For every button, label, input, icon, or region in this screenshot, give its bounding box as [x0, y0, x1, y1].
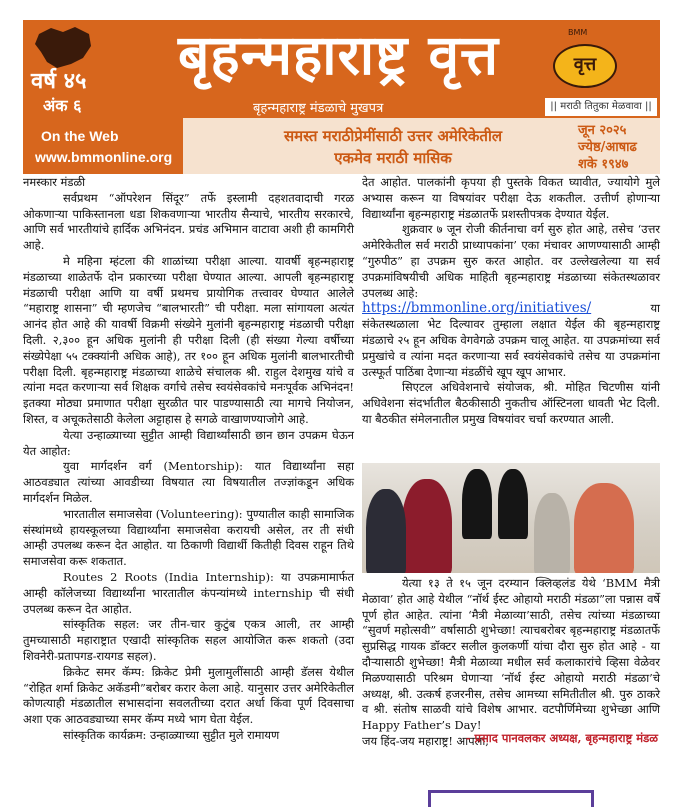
paragraph: सांस्कृतिक सहल: जर तीन-चार कुटुंब एकत्र आली, तर आम्ही तुमच्यासाठी महाराष्ट्रात एखादी सांस्कृतिक सहल आयोजित करू शकतो (उदा शिवनेरी-प्रतापगड-रायगड सहल). — [23, 617, 354, 663]
vrutta-logo — [553, 44, 617, 88]
masthead — [23, 20, 660, 118]
greeting: नमस्कार मंडळी — [23, 175, 86, 189]
headline-line-1: समस्त मराठीप्रेमींसाठी उत्तर अमेरिकेतील — [283, 127, 503, 145]
issue-label: अंक ६ — [43, 96, 82, 115]
photo-person — [534, 493, 570, 573]
issue-shaka-year: शके १९४७ — [578, 157, 629, 172]
tagline: || मराठी तितुका मेळवावा || — [545, 98, 657, 116]
paragraph: संकेतस्थळाला भेट दिल्यावर तुम्हाला लक्षात येईल की बृहन्महाराष्ट्र मंडळाचे २५ हून अधिक वेगवेगळे उपक्रम चालू आहेत. या उपक्रमांच्या सर्व प्रमुखांचे व त्यांना मदत करणाऱ्या सर्व स्वयंसेवकांचे तसेच या उपक्रमांना उत्स्फूर्त पाठिंबा देणाऱ्या मंडळींचे खूप खूप आभार. — [362, 317, 660, 379]
web-label: On the Web — [41, 128, 119, 144]
newspaper-title: बृहन्महाराष्ट्र वृत्त — [178, 23, 500, 87]
footer-box-edge — [428, 790, 594, 807]
photo-person — [402, 479, 452, 573]
paragraph: सांस्कृतिक कार्यक्रम: उन्हाळ्याच्या सुट्टीत मुले रामायण — [63, 727, 280, 742]
paragraph: येत्या १३ ते १५ जून दरम्यान क्लिव्हलंड येथे ‘BMM मैत्री मेळावा’ होत आहे येथील “नॉर्थ ईस्ट ओहायो मराठी मंडळा”ला पन्नास वर्षे पूर्ण होत आहेत. त्यांना ‘मैत्री मेळाव्या’साठी, तसेच त्यांच्या मंडळाच्या “सुवर्ण महोत्सवी” वर्षासाठी शुभेच्छा! त्याचबरोबर बृहन्महाराष्ट्र मंडळातर्फे सुप्रसिद्ध गायक डॉक्टर सलील कुलकर्णी यांचा दौरा सुरु होत आहे - या दौऱ्यासाठी शुभेच्छा! मैत्री मेळाव्या मधील सर्व कलाकारांचे व्हिसा वेळेवर मिळण्यासाठी परिश्रम घेणाऱ्या ‘नॉर्थ ईस्ट ओहायो मराठी मंडळा’चे अध्यक्ष, श्री. उत्कर्ष हजरनीस, तसेच आमच्या समितीतील श्री. पुरु ठाकरे व श्री. संतोष साळवी यांचे विशेष आभार. वटपौर्णिमेच्या शुभेच्छा आणि Happy Father’s Day! — [362, 576, 660, 733]
web-box — [23, 118, 183, 174]
subheader-bar — [23, 118, 660, 174]
issue-month: ज्येष्ठ/आषाढ — [578, 140, 637, 155]
photo-statue — [498, 469, 528, 539]
paragraph: सिएटल अधिवेशनाचे संयोजक, श्री. मोहित चिटणीस यांनी अधिवेशना संदर्भातील बैठकीसाठी नुकतीच ऑस्टिनला धावती भेट दिली. या बैठकीत संमेलनातील प्रमुख विषयांवर चर्चा करण्यात आली. — [362, 380, 660, 426]
maharashtra-map-icon — [33, 24, 95, 72]
right-article-column — [362, 175, 660, 428]
logo-superscript: BMM — [568, 28, 588, 37]
paragraph: देत आहोत. पालकांनी कृपया ही पुस्तके विकत घ्यावीत, ज्यायोगे मुले अभ्यास करून या विषयांवर परीक्षा देऊ शकतील. उत्तीर्ण होणाऱ्या विद्यार्थ्यांना बृहन्महाराष्ट्र मंडळातर्फे प्रशस्तीपत्रक देण्यात येईल. — [362, 175, 660, 221]
logo-text: वृत्त — [573, 54, 597, 75]
paragraph: मे महिना म्हंटला की शाळांच्या परीक्षा आल्या. यावर्षी बृहन्महाराष्ट्र मंडळाच्या शाळेतर्फे दोन प्रकारच्या परीक्षा घेण्यात आल्या. आपली बृहन्महाराष्ट्र मंडळाची परीक्षा आणि या वर्षी प्रथमच प्रायोगिक तत्त्वावर घेण्यात आलेले “महाराष्ट्र शासना” ची म्हणजेच “बालभारती” ची परीक्षा. मला सांगायला अत्यंत आनंद होत आहे की यावर्षी विक्रमी संख्येने मुलांनी बृहन्महाराष्ट्र मंडळाची परीक्षा दिली. २,३०० हून अधिक मुलांनी ही परीक्षा दिली (ही संख्या गेल्या वर्षीच्या संख्येपेक्षा ५५ टक्क्यांनी अधिक आहे), तर १०० हून अधिक मुलांनी बालभारतीची परीक्षा दिली. बृहन्महाराष्ट्र मंडळाच्या शाळेचे संचालक श्री. राहुल देशमुख यांचे व त्यांना मदत करणाऱ्या सर्व शिक्षक वर्गाचे तसेच स्वयंसेवकांचे मनःपूर्वक अभिनंदन! इतक्या मोठ्या प्रमाणात परीक्षा सुरळीत पार पाडण्यासाठी त्या मागचे नियोजन, शिस्त, व अचूकतेसाठी केलेला अट्टाहास हे सगळे वाखाणण्याजोगे आहे. — [23, 253, 354, 426]
group-photo — [362, 463, 660, 573]
signature: - प्रसाद पानवलकर अध्यक्ष, बृहन्महाराष्ट्र मंडळ — [465, 731, 658, 745]
web-url-link[interactable]: www.bmmonline.org — [35, 149, 173, 165]
headline-line-2: एकमेव मराठी मासिक — [334, 149, 452, 167]
initiatives-link-line — [362, 301, 660, 317]
paragraph: येत्या उन्हाळ्याच्या सुट्टीत आम्ही विद्यार्थ्यांसाठी छान छान उपक्रम घेऊन येत आहोत: — [23, 427, 354, 458]
issue-date: जून २०२५ — [578, 123, 627, 138]
paragraph: भारतातील समाजसेवा (Volunteering): पुण्यातील काही सामाजिक संस्थांमध्ये हायस्कूलच्या विद्यार्थ्यांना समाजसेवा करायची असेल, तर ती संधी आम्ही उपलब्ध करून देत आहोत. या ठिकाणी विद्यार्थी कितीही दिवस राहून तिथे समाजसेवा करू शकतात. — [23, 506, 354, 569]
volume-label: वर्ष ४५ — [31, 69, 87, 94]
newspaper-subtitle: बृहन्महाराष्ट्र मंडळाचे मुखपत्र — [253, 101, 384, 116]
photo-statue — [462, 469, 492, 539]
left-article-column — [23, 175, 354, 744]
photo-person — [574, 483, 634, 573]
closing-line: जय हिंद-जय महाराष्ट्र! आपला, — [362, 733, 489, 748]
paragraph: सर्वप्रथम “ऑपरेशन सिंदूर” तर्फे इस्लामी दहशतवादाची गरळ ओकणाऱ्या पाकिस्तानला धडा शिकवणाऱ्या भारतीय सैन्याचे, भारतीय सरकारचे, आणि सर्व भारतीयांचे हार्दिक अभिनंदन. प्रचंड अभिमान वाटावा अशी ही कामगिरी आहे. — [23, 190, 354, 253]
initiatives-link[interactable]: https://bmmonline.org/initiatives/ — [362, 300, 592, 317]
right-article-continued — [362, 576, 660, 750]
paragraph: युवा मार्गदर्शन वर्ग (Mentorship): यात विद्यार्थ्यांना सहा आठवड्यात त्यांच्या आवडीच्या विषयात त्या विषयातील तज्ज्ञांकडून अधिक मार्गदर्शन मिळेल. — [23, 459, 354, 505]
link-suffix: या — [650, 301, 660, 316]
masthead-left — [23, 20, 173, 118]
photo-person — [366, 489, 406, 573]
paragraph: Routes 2 Roots (India Internship): या उपक्रमामार्फत आम्ही कॉलेजच्या विद्यार्थ्यांना भारतातील कंपन्यांमध्ये internship ची संधी उपलब्ध करून देत आहोत. — [23, 569, 354, 616]
paragraph: शुक्रवार ७ जून रोजी कीर्तनाचा वर्ग सुरु होत आहे, तसेच ‘उत्तर अमेरिकेतील सर्व मराठी प्राध्यापकांना’ एका मंचावर आणण्यासाठी आम्ही “गुरुपीठ” हा उपक्रम सुरु करत आहोत. वर उल्लेखलेल्या या सर्व उपक्रमांविषयीची अधिक माहिती बृहन्महाराष्ट्र मंडळाच्या संकेतस्थळावर उपलब्ध आहे: — [362, 222, 660, 300]
paragraph: क्रिकेट समर कॅम्प: क्रिकेट प्रेमी मुलामुलींसाठी आम्ही डॅलस येथील “रोहित शर्मा क्रिकेट अकॅडमी”बरोबर करार केला आहे. यानुसार उत्तर अमेरिकेतील कोणत्याही मंडळातील सभासदांना सवलतीच्या दरात अर्धा किंवा पूर्ण दिवसाचा अशा एक आठवड्याच्या समर कॅम्प मध्ये भाग घेता येईल. — [23, 664, 354, 727]
